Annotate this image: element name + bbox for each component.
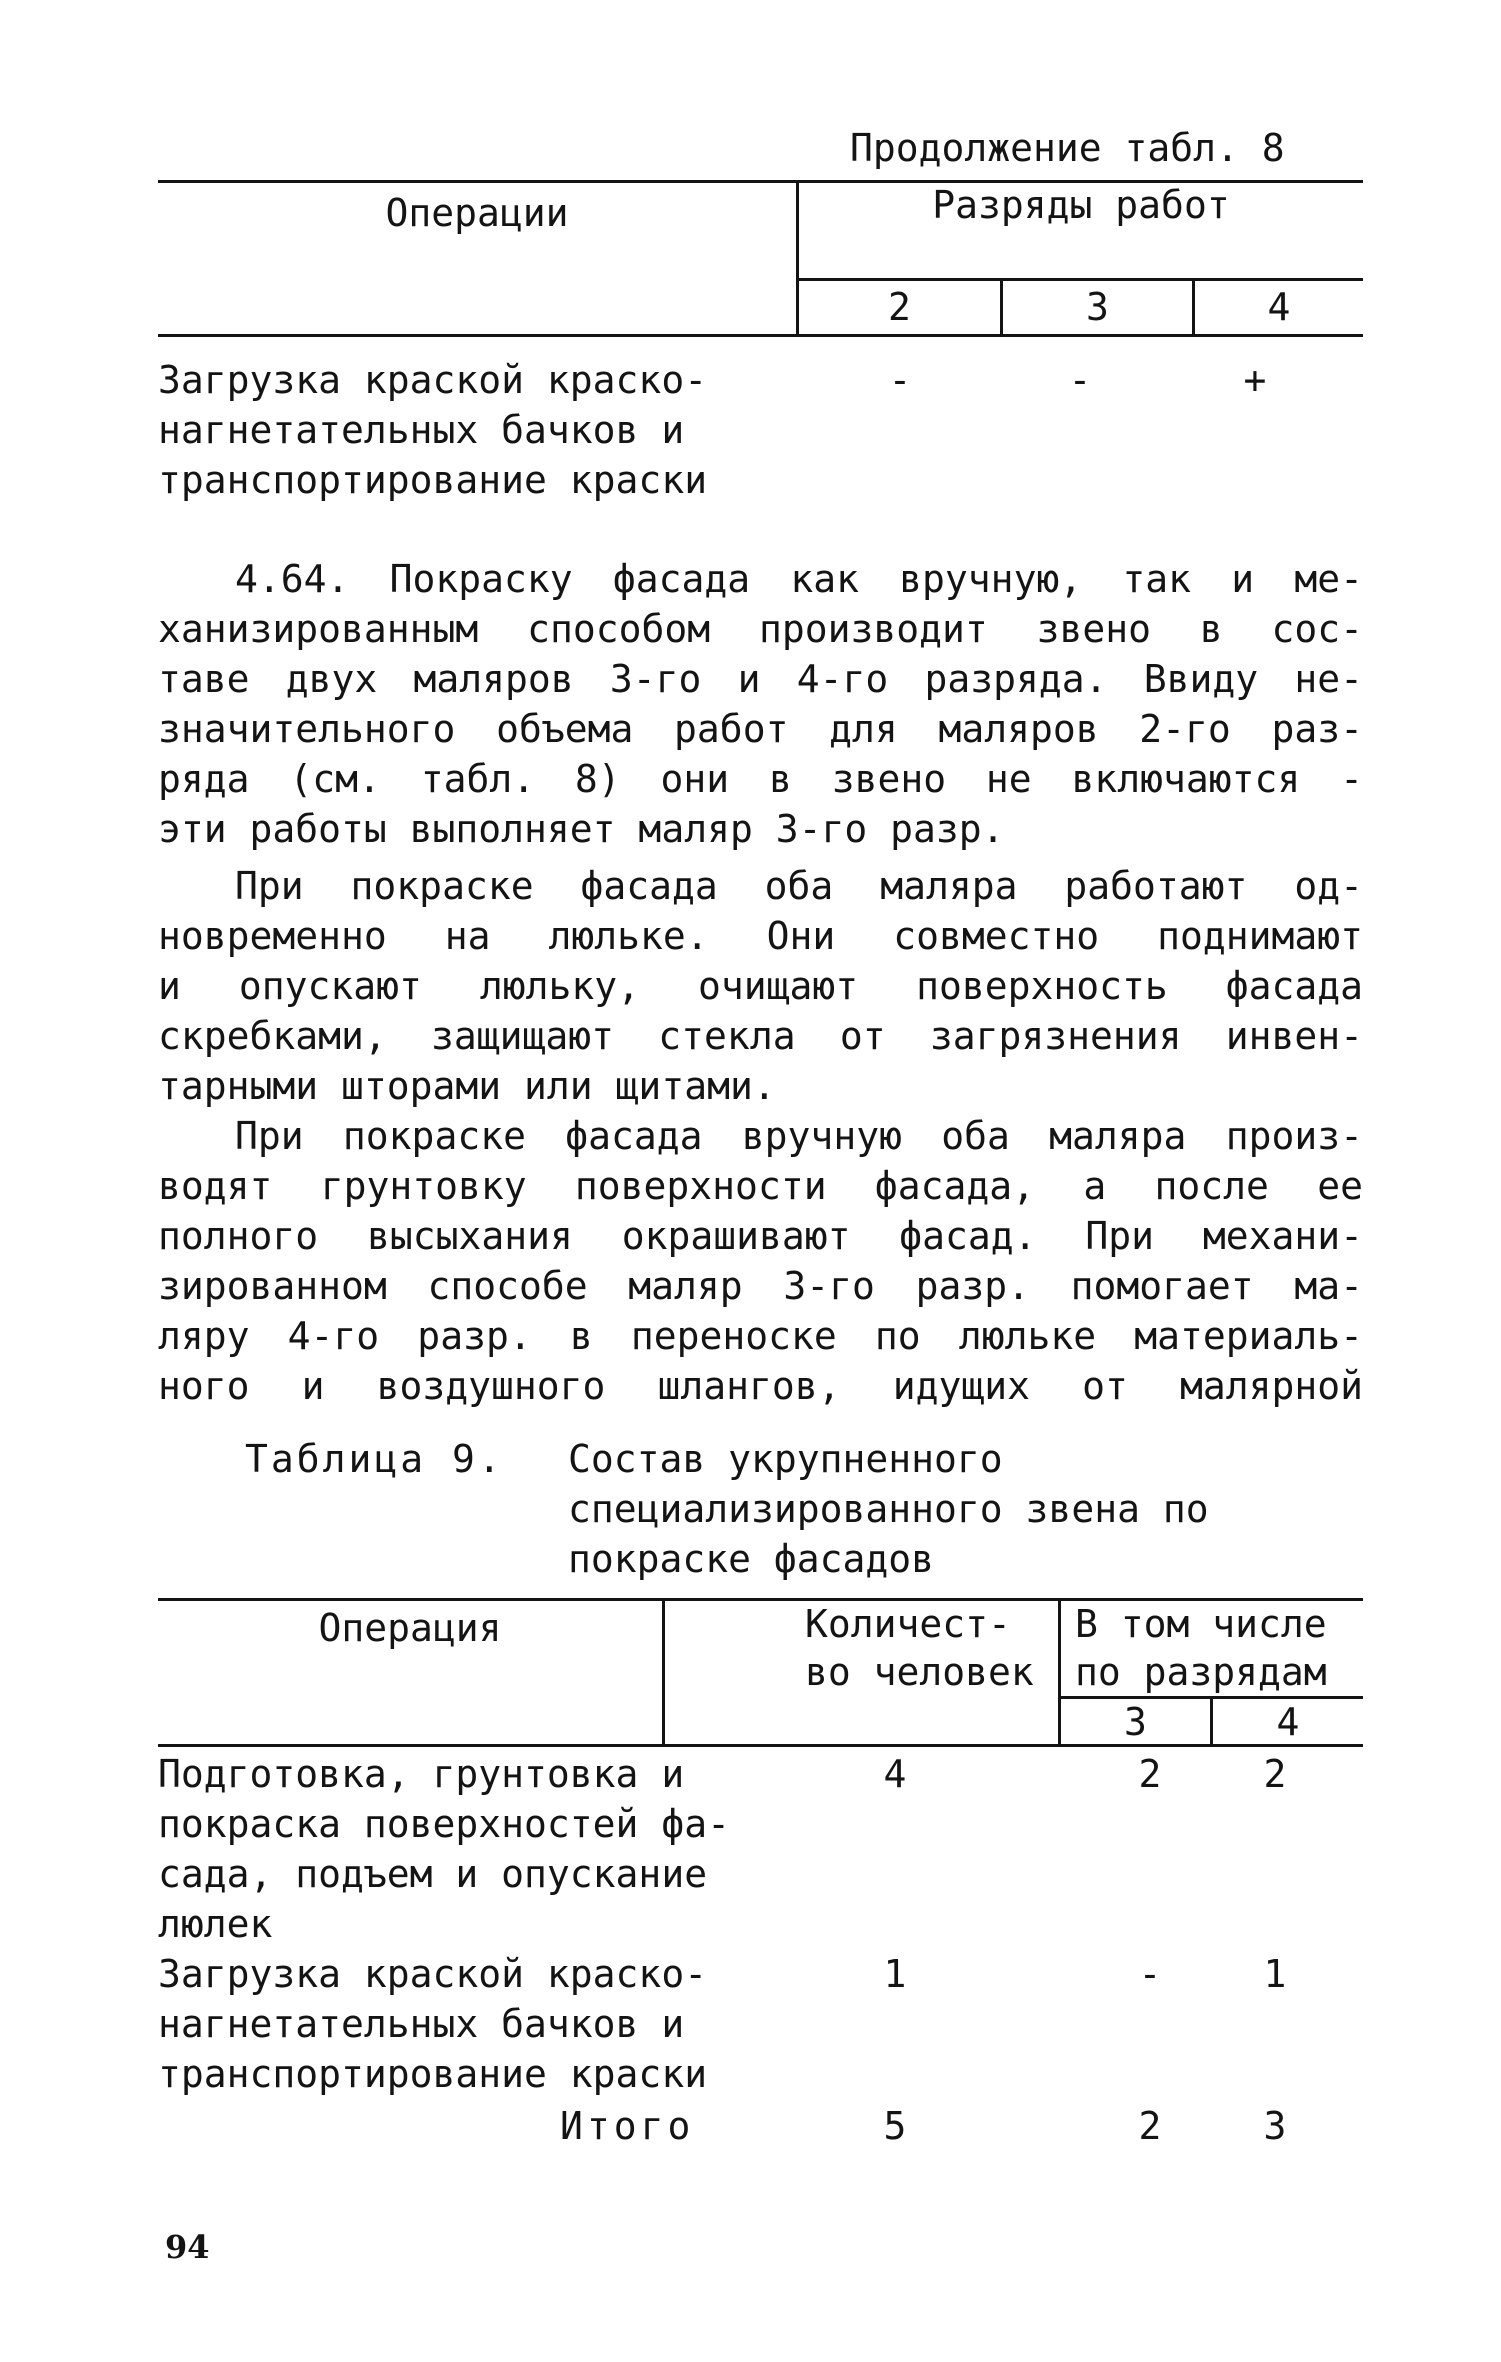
table8-header-rule <box>799 278 1363 281</box>
table9-row-grade-4: 1 <box>1263 1952 1287 1996</box>
table9-header-incl: по разрядам <box>1075 1650 1327 1694</box>
table9-header-count: Количест- <box>805 1602 1011 1646</box>
text-line: полного высыхания окрашивают фасад. При механи- <box>158 1214 1363 1258</box>
table8-row-text: Загрузка краской краско- <box>158 358 708 402</box>
text-line: При покраске фасада вручную оба маляра произ- <box>235 1114 1363 1158</box>
table8-grade-3: 3 <box>1086 285 1109 329</box>
table9-row-grade-4: 2 <box>1263 1752 1287 1796</box>
text-line: При покраске фасада оба маляра работают од- <box>235 864 1363 908</box>
table9-row-text: сада, подъем и опускание <box>158 1852 708 1896</box>
table9-row-text: нагнетательных бачков и <box>158 2002 685 2046</box>
text-line: скребками, защищают стекла от загрязнения инвен- <box>158 1014 1363 1058</box>
table9-header-count: во человек <box>805 1650 1034 1694</box>
text-line: и опускают люльку, очищают поверхность фасада <box>158 964 1363 1008</box>
table9-row-text: Загрузка краской краско- <box>158 1952 708 1996</box>
table9-header-incl: В том числе <box>1075 1602 1327 1646</box>
table9-total-label: Итого <box>560 2104 695 2148</box>
text-line: тарными шторами или щитами. <box>158 1064 776 1108</box>
table8-row-text: нагнетательных бачков и <box>158 408 685 452</box>
table9-total-count: 5 <box>883 2104 907 2148</box>
text-line: ряда (см. табл. 8) они в звено не включаются - <box>158 757 1363 801</box>
text-line: ного и воздушного шлангов, идущих от малярной <box>158 1364 1363 1408</box>
text-line: 4.64. Покраску фасада как вручную, так и ме- <box>235 557 1363 601</box>
table9-row-grade-3: - <box>1138 1952 1162 1996</box>
table8-row-text: транспортирование краски <box>158 458 708 502</box>
table9-total-grade-4: 3 <box>1263 2104 1287 2148</box>
text-line: новременно на люльке. Они совместно поднимают <box>158 914 1363 958</box>
table9-row-count: 1 <box>883 1952 907 1996</box>
table8-value-grade-3: - <box>1068 358 1092 402</box>
page-number: 94 <box>165 2228 210 2266</box>
table8-header-operations: Операции <box>385 191 569 235</box>
text-line: таве двух маляров 3-го и 4-го разряда. Ввиду не- <box>158 657 1363 701</box>
text-line: ляру 4-го разр. в переноске по люльке материаль- <box>158 1314 1363 1358</box>
table9-caption-line: Состав укрупненного <box>568 1437 1003 1481</box>
table9-row-grade-3: 2 <box>1138 1752 1162 1796</box>
table9-total-grade-3: 2 <box>1138 2104 1162 2148</box>
text-line: зированном способе маляр 3-го разр. помогает ма- <box>158 1264 1363 1308</box>
table9-row-text: Подготовка, грунтовка и <box>158 1752 685 1796</box>
table9-row-text: транспортирование краски <box>158 2052 708 2096</box>
text-line: водят грунтовку поверхности фасада, а после ее <box>158 1164 1363 1208</box>
table9-caption-line: специализированного звена по <box>568 1487 1209 1531</box>
text-line: ханизированным способом производит звено в сос- <box>158 607 1363 651</box>
table8-continuation-title: Продолжение табл. 8 <box>850 126 1285 170</box>
table8-grade-4: 4 <box>1267 285 1291 329</box>
table9-caption-line: покраске фасадов <box>568 1537 935 1581</box>
table8-body-rule <box>158 334 1363 337</box>
table9-header-operation: Операция <box>318 1606 502 1650</box>
table9-row-text: покраска поверхностей фа- <box>158 1802 730 1846</box>
table9-grade-3: 3 <box>1124 1700 1147 1744</box>
table9-grade-4: 4 <box>1276 1700 1300 1744</box>
table9-divider <box>662 1598 665 1746</box>
table9-row-text: люлек <box>158 1902 273 1946</box>
text-line: значительного объема работ для маляров 2-го раз- <box>158 707 1363 751</box>
table8-value-grade-2: - <box>888 358 912 402</box>
table8-value-grade-4: + <box>1243 358 1267 402</box>
table9-row-count: 4 <box>883 1752 907 1796</box>
table9-body-rule <box>158 1744 1363 1747</box>
text-line: эти работы выполняет маляр 3-го разр. <box>158 807 1005 851</box>
table8-header-grades: Разряды работ <box>932 183 1230 227</box>
table8-grade-2: 2 <box>888 285 911 329</box>
table9-caption-label: Таблица 9. <box>245 1437 504 1481</box>
